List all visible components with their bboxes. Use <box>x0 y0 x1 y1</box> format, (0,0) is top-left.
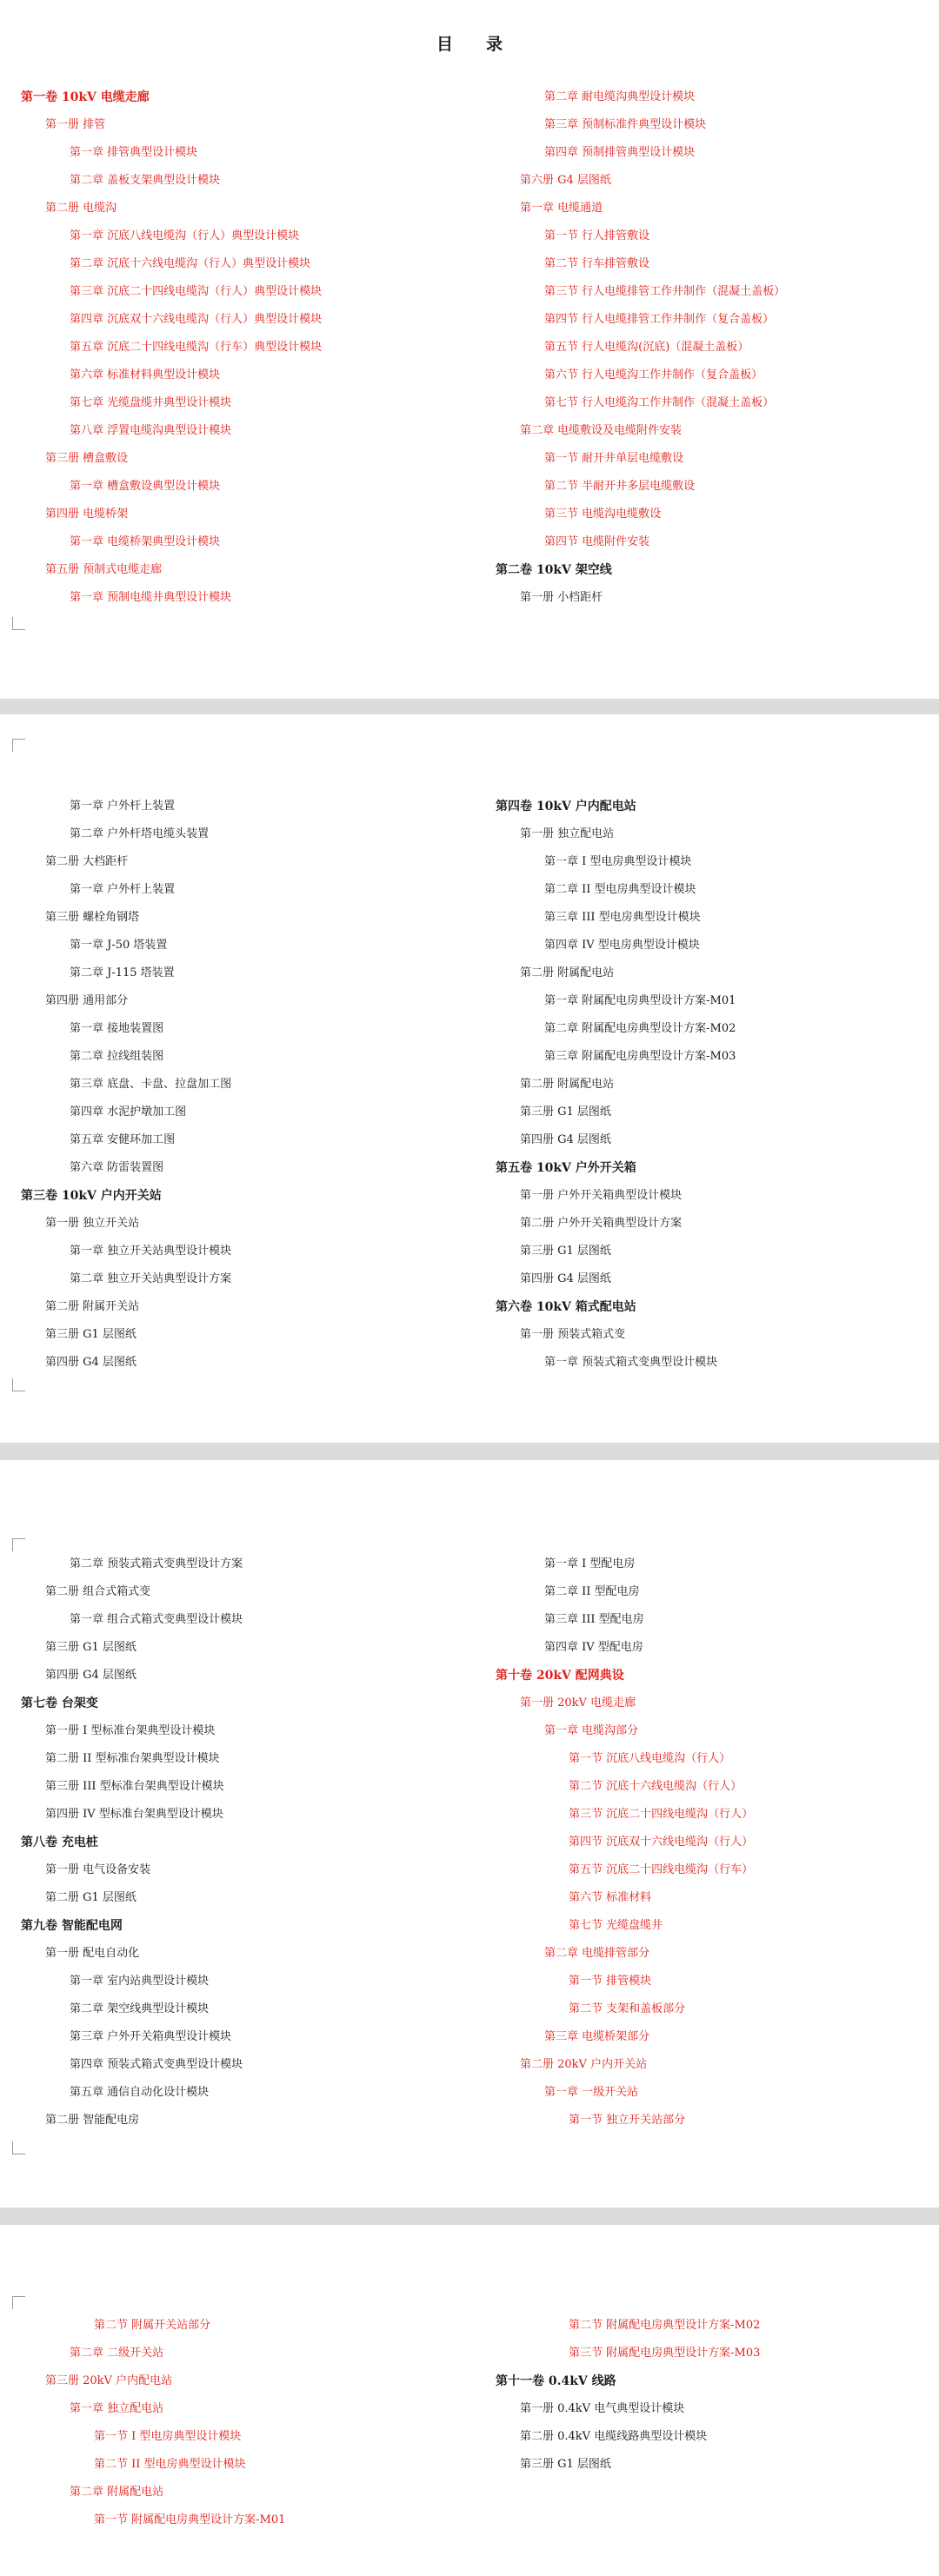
toc-entry[interactable]: 第二册 智能配电房 <box>45 2114 140 2127</box>
toc-entry[interactable]: 第二章 II 型配电房 <box>544 1585 640 1598</box>
toc-entry[interactable]: 第四章 IV 型电房典型设计模块 <box>544 939 700 952</box>
toc-column-right <box>496 793 736 1377</box>
toc-volume-heading[interactable]: 第七卷 台架变 <box>21 1696 98 1710</box>
toc-entry[interactable]: 第一章 J-50 塔装置 <box>70 939 168 952</box>
toc-entry[interactable]: 第四章 预装式箱式变典型设计模块 <box>70 2058 243 2071</box>
toc-entry[interactable]: 第四册 通用部分 <box>45 994 129 1007</box>
page-title: 目 录 <box>436 35 503 54</box>
toc-entry[interactable]: 第六节 标准材料 <box>569 1891 652 1904</box>
toc-entry[interactable]: 第三册 G1 层图纸 <box>520 1105 611 1119</box>
toc-entry[interactable]: 第四册 电缆桥架 <box>45 508 129 521</box>
toc-entry[interactable]: 第五章 沉底二十四线电缆沟（行车）典型设计模块 <box>70 341 323 354</box>
toc-column-left <box>21 1550 243 2134</box>
toc-entry[interactable]: 第二册 电缆沟 <box>45 202 117 215</box>
toc-entry[interactable]: 第一节 排管模块 <box>569 1975 652 1988</box>
toc-entry[interactable]: 第一册 预装式箱式变 <box>520 1328 626 1341</box>
toc-entry[interactable]: 第一册 户外开关箱典型设计模块 <box>520 1189 683 1202</box>
toc-entry[interactable]: 第四册 G4 层图纸 <box>520 1133 611 1146</box>
toc-entry[interactable]: 第三章 沉底二十四线电缆沟（行人）典型设计模块 <box>70 285 323 298</box>
toc-entry[interactable]: 第一章 独立开关站典型设计模块 <box>70 1245 232 1258</box>
toc-entry[interactable]: 第三册 G1 层图纸 <box>520 1245 611 1258</box>
toc-entry[interactable]: 第二节 行车排管敷设 <box>544 257 650 270</box>
toc-entry[interactable]: 第一节 行人排管敷设 <box>544 229 650 242</box>
toc-volume-heading[interactable]: 第三卷 10kV 户内开关站 <box>21 1189 162 1203</box>
toc-entry[interactable]: 第一章 I 型电房典型设计模块 <box>544 855 692 868</box>
toc-entry[interactable]: 第三册 III 型标准台架典型设计模块 <box>45 1780 224 1793</box>
toc-entry[interactable]: 第一册 0.4kV 电气典型设计模块 <box>520 2402 685 2415</box>
toc-entry[interactable]: 第二章 沉底十六线电缆沟（行人）典型设计模块 <box>70 257 311 270</box>
toc-page-4 <box>0 2225 939 2576</box>
toc-entry[interactable]: 第四节 沉底双十六线电缆沟（行人） <box>569 1836 754 1849</box>
toc-entry[interactable]: 第二章 二级开关站 <box>70 2347 164 2360</box>
toc-entry[interactable]: 第二节 附属开关站部分 <box>94 2319 211 2332</box>
toc-entry[interactable]: 第五节 沉底二十四线电缆沟（行车） <box>569 1863 754 1876</box>
crop-mark <box>12 739 25 752</box>
toc-column-left <box>21 2312 285 2534</box>
toc-entry[interactable]: 第一章 一级开关站 <box>544 2086 639 2099</box>
toc-entry[interactable]: 第二册 大档距杆 <box>45 855 129 868</box>
toc-entry[interactable]: 第二册 户外开关箱典型设计方案 <box>520 1217 683 1230</box>
toc-entry[interactable]: 第四章 水泥护墩加工图 <box>70 1105 187 1119</box>
toc-page-3 <box>0 1460 939 2208</box>
toc-entry[interactable]: 第一章 沉底八线电缆沟（行人）典型设计模块 <box>70 229 300 242</box>
toc-entry[interactable]: 第一节 独立开关站部分 <box>569 2114 686 2127</box>
toc-entry[interactable]: 第六章 防雷装置图 <box>70 1161 164 1174</box>
toc-entry[interactable]: 第二章 电缆排管部分 <box>544 1947 650 1960</box>
toc-page-1 <box>0 0 939 699</box>
toc-entry[interactable]: 第三册 G1 层图纸 <box>520 2458 611 2471</box>
toc-entry[interactable]: 第二册 G1 层图纸 <box>45 1891 137 1904</box>
toc-volume-heading[interactable]: 第一卷 10kV 电缆走廊 <box>21 90 150 104</box>
toc-entry[interactable]: 第一章 附属配电房典型设计方案-M01 <box>544 994 736 1007</box>
toc-entry[interactable]: 第二册 0.4kV 电缆线路典型设计模块 <box>520 2430 708 2443</box>
toc-column-left <box>21 793 231 1377</box>
toc-entry[interactable]: 第二章 附属配电站 <box>70 2486 164 2499</box>
toc-entry[interactable]: 第一章 电缆沟部分 <box>544 1724 639 1737</box>
toc-entry[interactable]: 第一册 独立配电站 <box>520 827 615 840</box>
toc-entry[interactable]: 第二册 II 型标准台架典型设计模块 <box>45 1752 220 1765</box>
toc-entry[interactable]: 第一章 户外杆上装置 <box>70 883 176 896</box>
toc-volume-heading[interactable]: 第九卷 智能配电网 <box>21 1919 123 1933</box>
toc-entry[interactable]: 第二册 附属开关站 <box>45 1300 140 1313</box>
toc-entry[interactable]: 第四册 G4 层图纸 <box>45 1669 137 1682</box>
toc-entry[interactable]: 第二册 组合式箱式变 <box>45 1585 151 1598</box>
toc-entry[interactable]: 第一册 小档距杆 <box>520 591 603 604</box>
crop-mark <box>12 2296 25 2309</box>
toc-entry[interactable]: 第六节 行人电缆沟工作井制作（复合盖板） <box>544 368 763 382</box>
toc-entry[interactable]: 第一册 电气设备安装 <box>45 1863 151 1876</box>
toc-entry[interactable]: 第五章 通信自动化设计模块 <box>70 2086 210 2099</box>
toc-entry[interactable]: 第一章 预制电缆井典型设计模块 <box>70 591 232 604</box>
toc-entry[interactable]: 第三章 III 型配电房 <box>544 1613 644 1626</box>
toc-entry[interactable]: 第二章 耐电缆沟典型设计模块 <box>544 90 696 103</box>
toc-entry[interactable]: 第一节 I 型电房典型设计模块 <box>94 2430 242 2443</box>
toc-entry[interactable]: 第六册 G4 层图纸 <box>520 174 611 187</box>
toc-volume-heading[interactable]: 第五卷 10kV 户外开关箱 <box>496 1161 636 1175</box>
toc-entry[interactable]: 第一章 独立配电站 <box>70 2402 164 2415</box>
toc-column-right <box>496 1550 753 2134</box>
toc-entry[interactable]: 第二册 附属配电站 <box>520 966 615 979</box>
toc-entry[interactable]: 第三章 附属配电房典型设计方案-M03 <box>544 1050 736 1063</box>
toc-entry[interactable]: 第三册 螺栓角钢塔 <box>45 911 140 924</box>
toc-entry[interactable]: 第三节 电缆沟电缆敷设 <box>544 508 662 521</box>
toc-entry[interactable]: 第二节 支架和盖板部分 <box>569 2002 686 2015</box>
toc-entry[interactable]: 第二章 预装式箱式变典型设计方案 <box>70 1557 243 1570</box>
toc-entry[interactable]: 第二章 盖板支架典型设计模块 <box>70 174 221 187</box>
toc-entry[interactable]: 第三章 III 型电房典型设计模块 <box>544 911 701 924</box>
toc-entry[interactable]: 第一章 I 型配电房 <box>544 1557 636 1570</box>
toc-volume-heading[interactable]: 第十卷 20kV 配网典设 <box>496 1669 624 1683</box>
toc-entry[interactable]: 第二节 半耐开井多层电缆敷设 <box>544 480 696 493</box>
toc-entry[interactable]: 第四章 IV 型配电房 <box>544 1641 643 1654</box>
toc-entry[interactable]: 第三章 电缆桥架部分 <box>544 2030 650 2043</box>
toc-entry[interactable]: 第二节 附属配电房典型设计方案-M02 <box>569 2319 761 2332</box>
toc-column-right <box>496 2312 760 2479</box>
toc-entry[interactable]: 第四节 行人电缆排管工作井制作（复合盖板） <box>544 313 775 326</box>
toc-entry[interactable]: 第七节 行人电缆沟工作井制作（混凝土盖板） <box>544 396 775 409</box>
toc-entry[interactable]: 第一章 电缆通道 <box>520 202 603 215</box>
toc-entry[interactable]: 第一册 独立开关站 <box>45 1217 140 1230</box>
toc-entry[interactable]: 第一节 附属配电房典型设计方案-M01 <box>94 2513 286 2526</box>
toc-entry[interactable]: 第一章 槽盒敷设典型设计模块 <box>70 480 221 493</box>
toc-entry[interactable]: 第四册 G4 层图纸 <box>45 1356 137 1369</box>
toc-entry[interactable]: 第四章 预制排管典型设计模块 <box>544 146 696 159</box>
toc-volume-heading[interactable]: 第六卷 10kV 箱式配电站 <box>496 1300 636 1314</box>
toc-entry[interactable]: 第一章 预装式箱式变典型设计模块 <box>544 1356 718 1369</box>
toc-entry[interactable]: 第三章 底盘、卡盘、拉盘加工图 <box>70 1078 232 1091</box>
toc-entry[interactable]: 第二册 20kV 户内开关站 <box>520 2058 648 2071</box>
toc-volume-heading[interactable]: 第四卷 10kV 户内配电站 <box>496 800 636 813</box>
toc-entry[interactable]: 第一章 接地装置图 <box>70 1022 164 1035</box>
toc-entry[interactable]: 第八章 浮置电缆沟典型设计模块 <box>70 424 232 437</box>
toc-entry[interactable]: 第三节 附属配电房典型设计方案-M03 <box>569 2347 761 2360</box>
toc-entry[interactable]: 第二章 拉线组装图 <box>70 1050 164 1063</box>
crop-mark <box>12 2141 25 2154</box>
crop-mark <box>12 1378 25 1391</box>
toc-volume-heading[interactable]: 第十一卷 0.4kV 线路 <box>496 2374 616 2388</box>
toc-entry[interactable]: 第二章 II 型电房典型设计模块 <box>544 883 696 896</box>
toc-entry[interactable]: 第五章 安健环加工图 <box>70 1133 176 1146</box>
toc-entry[interactable]: 第三册 20kV 户内配电站 <box>45 2374 173 2387</box>
toc-entry[interactable]: 第三章 户外开关箱典型设计模块 <box>70 2030 232 2043</box>
toc-entry[interactable]: 第三节 沉底二十四线电缆沟（行人） <box>569 1808 754 1821</box>
toc-entry[interactable]: 第三章 预制标准件典型设计模块 <box>544 118 707 131</box>
toc-entry[interactable]: 第四册 G4 层图纸 <box>520 1272 611 1285</box>
toc-column-left <box>21 83 322 612</box>
toc-entry[interactable]: 第二节 沉底十六线电缆沟（行人） <box>569 1780 743 1793</box>
toc-entry[interactable]: 第四节 电缆附件安装 <box>544 535 650 548</box>
toc-entry[interactable]: 第二节 II 型电房典型设计模块 <box>94 2458 246 2471</box>
toc-entry[interactable]: 第一章 电缆桥架典型设计模块 <box>70 535 221 548</box>
toc-column-right <box>496 83 785 612</box>
toc-entry[interactable]: 第三册 槽盒敷设 <box>45 452 129 465</box>
crop-mark <box>12 617 25 630</box>
toc-entry[interactable]: 第一章 室内站典型设计模块 <box>70 1975 210 1988</box>
toc-entry[interactable]: 第二章 架空线典型设计模块 <box>70 2002 210 2015</box>
toc-volume-heading[interactable]: 第二卷 10kV 架空线 <box>496 563 612 577</box>
toc-entry[interactable]: 第三节 行人电缆排管工作井制作（混凝土盖板） <box>544 285 786 298</box>
toc-entry[interactable]: 第一章 户外杆上装置 <box>70 800 176 813</box>
toc-entry[interactable]: 第一册 20kV 电缆走廊 <box>520 1696 636 1710</box>
crop-mark <box>12 1538 25 1551</box>
toc-entry[interactable]: 第三册 G1 层图纸 <box>45 1641 137 1654</box>
toc-entry[interactable]: 第一册 排管 <box>45 118 106 131</box>
toc-entry[interactable]: 第七节 光缆盘缆井 <box>569 1919 663 1932</box>
toc-entry[interactable]: 第三册 G1 层图纸 <box>45 1328 137 1341</box>
toc-entry[interactable]: 第四册 IV 型标准台架典型设计模块 <box>45 1808 223 1821</box>
toc-entry[interactable]: 第一章 组合式箱式变典型设计模块 <box>70 1613 243 1626</box>
toc-entry[interactable]: 第二章 J-115 塔装置 <box>70 966 175 979</box>
toc-entry[interactable]: 第一节 沉底八线电缆沟（行人） <box>569 1752 731 1765</box>
toc-entry[interactable]: 第一章 排管典型设计模块 <box>70 146 198 159</box>
toc-entry[interactable]: 第二章 电缆敷设及电缆附件安装 <box>520 424 683 437</box>
toc-entry[interactable]: 第二章 户外杆塔电缆头装置 <box>70 827 210 840</box>
toc-entry[interactable]: 第五节 行人电缆沟(沉底)（混凝土盖板） <box>544 341 749 354</box>
toc-entry[interactable]: 第二章 独立开关站典型设计方案 <box>70 1272 232 1285</box>
toc-entry[interactable]: 第五册 预制式电缆走廊 <box>45 563 163 576</box>
toc-volume-heading[interactable]: 第八卷 充电桩 <box>21 1836 98 1849</box>
toc-entry[interactable]: 第一册 I 型标准台架典型设计模块 <box>45 1724 216 1737</box>
toc-entry[interactable]: 第七章 光缆盘缆井典型设计模块 <box>70 396 232 409</box>
toc-entry[interactable]: 第二章 附属配电房典型设计方案-M02 <box>544 1022 736 1035</box>
toc-page-2 <box>0 714 939 1443</box>
toc-entry[interactable]: 第六章 标准材料典型设计模块 <box>70 368 221 382</box>
toc-entry[interactable]: 第一册 配电自动化 <box>45 1947 140 1960</box>
toc-entry[interactable]: 第四章 沉底双十六线电缆沟（行人）典型设计模块 <box>70 313 323 326</box>
toc-entry[interactable]: 第二册 附属配电站 <box>520 1078 615 1091</box>
toc-entry[interactable]: 第一节 耐开井单层电缆敷设 <box>544 452 684 465</box>
